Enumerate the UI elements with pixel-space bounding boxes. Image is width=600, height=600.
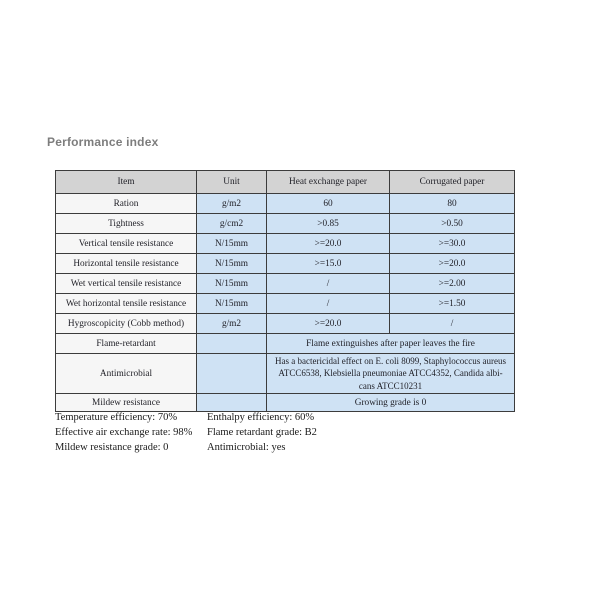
item-cell: Flame-retardant <box>56 334 197 354</box>
corrugated-value-cell: >=20.0 <box>390 254 515 274</box>
table-row-antimicrobial <box>56 354 515 394</box>
unit-cell: N/15mm <box>197 254 267 274</box>
table-row-vertical-tensile <box>56 234 515 254</box>
note-line: Effective air exchange rate: 98% <box>55 427 193 438</box>
corrugated-value-cell: >=1.50 <box>390 294 515 314</box>
item-cell: Vertical tensile resistance <box>56 234 197 254</box>
heat-value-cell: / <box>267 274 390 294</box>
header-cell-heat-exchange-paper: Heat exchange paper <box>267 171 390 194</box>
corrugated-value-cell: >=2.00 <box>390 274 515 294</box>
merged-value-cell <box>267 354 515 394</box>
heat-value-cell: >=20.0 <box>267 314 390 334</box>
note-line: Enthalpy efficiency: 60% <box>207 412 315 423</box>
unit-cell: N/15mm <box>197 274 267 294</box>
note-line: Flame retardant grade: B2 <box>207 427 317 438</box>
header-cell-item: Item <box>56 171 197 194</box>
note-line: Temperature efficiency: 70% <box>55 412 178 423</box>
heat-value-cell: >=20.0 <box>267 234 390 254</box>
item-cell: Mildew resistance <box>56 394 197 412</box>
performance-table <box>55 170 515 412</box>
merged-text-line: cans ATCC10231 <box>358 380 423 391</box>
item-cell: Hygroscopicity (Cobb method) <box>56 314 197 334</box>
heat-value-cell: >0.85 <box>267 214 390 234</box>
table-row-wet-horizontal-tensile <box>56 294 515 314</box>
heat-value-cell: 60 <box>267 194 390 214</box>
table-row-wet-vertical-tensile <box>56 274 515 294</box>
merged-text-line: Has a bactericidal effect on E. coli 8099, Staphylococcus aureus <box>275 356 506 366</box>
table-header-row <box>56 171 515 194</box>
item-cell: Ration <box>56 194 197 214</box>
corrugated-value-cell: 80 <box>390 194 515 214</box>
header-cell-unit: Unit <box>197 171 267 194</box>
unit-cell: g/m2 <box>197 314 267 334</box>
corrugated-value-cell: >=30.0 <box>390 234 515 254</box>
heat-value-cell: / <box>267 294 390 314</box>
unit-cell: N/15mm <box>197 234 267 254</box>
header-cell-corrugated-paper: Corrugated paper <box>390 171 515 194</box>
table-row-ration <box>56 194 515 214</box>
item-cell: Tightness <box>56 214 197 234</box>
unit-cell <box>197 354 267 394</box>
corrugated-value-cell: >0.50 <box>390 214 515 234</box>
corrugated-value-cell: / <box>390 314 515 334</box>
item-cell: Wet vertical tensile resistance <box>56 274 197 294</box>
table-row-hygroscopicity <box>56 314 515 334</box>
page-title: Performance index <box>47 135 159 149</box>
merged-value-cell: Growing grade is 0 <box>267 394 515 412</box>
unit-cell <box>197 334 267 354</box>
note-line: Mildew resistance grade: 0 <box>55 442 169 453</box>
merged-text-line: ATCC6538, Klebsiella pneumoniae ATCC4352, Candida albi- <box>278 368 503 379</box>
notes <box>55 410 317 455</box>
item-cell: Horizontal tensile resistance <box>56 254 197 274</box>
heat-value-cell: >=15.0 <box>267 254 390 274</box>
merged-value-cell: Flame extinguishes after paper leaves the fire <box>267 334 515 354</box>
table-row-tightness <box>56 214 515 234</box>
note-line: Antimicrobial: yes <box>207 442 286 453</box>
table-row-horizontal-tensile <box>56 254 515 274</box>
item-cell: Wet horizontal tensile resistance <box>56 294 197 314</box>
unit-cell: g/cm2 <box>197 214 267 234</box>
table-row-flame-retardant <box>56 334 515 354</box>
unit-cell: N/15mm <box>197 294 267 314</box>
item-cell: Antimicrobial <box>56 354 197 394</box>
unit-cell: g/m2 <box>197 194 267 214</box>
